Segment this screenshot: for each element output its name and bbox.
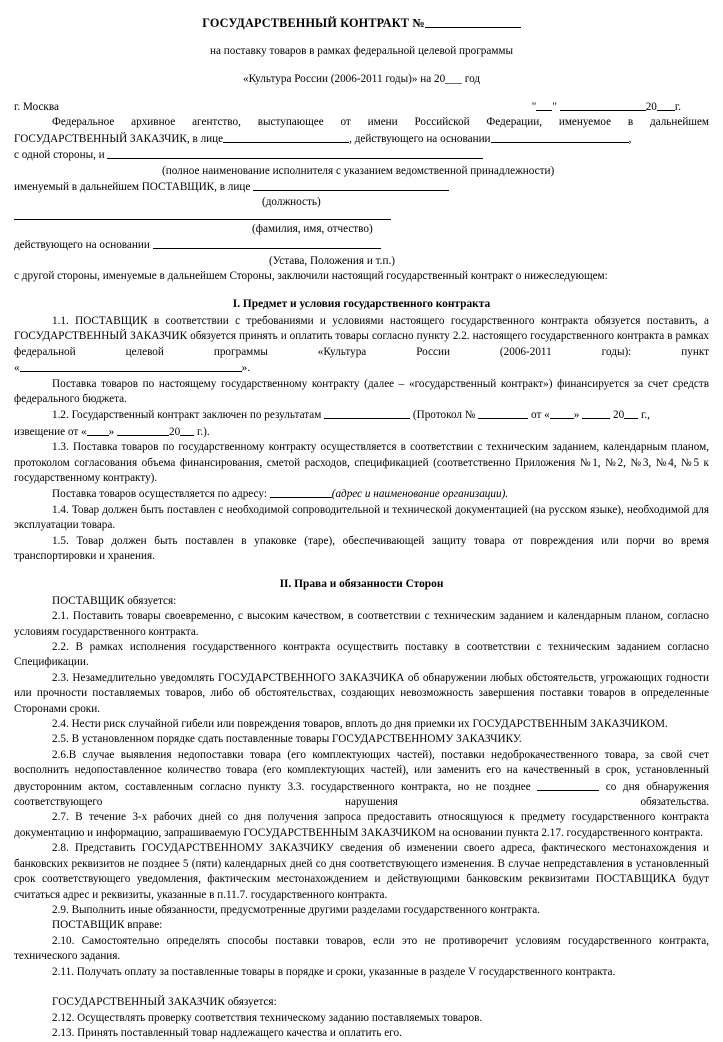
clause-1-2-protocol: (Протокол № (412, 409, 476, 422)
preamble-line-4 (14, 179, 709, 195)
preamble-basis-label: действующего на основании (14, 239, 150, 252)
preamble-customer-label: ГОСУДАРСТВЕННЫЙ ЗАКАЗЧИК, в лице (14, 132, 224, 145)
supplier-representative-blank[interactable] (253, 179, 449, 191)
clause-1-3-text: 1.3. Поставка товаров по государственному контракту осуществляется в соответствии с техническим заданием, календарным планом, протоколом согласования объема финансирования, сметой расходов, спецификацией (соответственно Приложения №1, №2, №3, №4, №5 к государственному контракту). (14, 441, 709, 484)
replacement-term-blank[interactable] (537, 779, 599, 791)
clause-2-3-text: 2.3. Незамедлительно уведомлять ГОСУДАРСТВЕННОГО ЗАКАЗЧИКА об обнаружении любых обстоятельств, угрожающих годности или прочности поставляемых товаров, либо об обстоятельствах, создающих невозможность завершения поставки товаров в определенные Сторонами сроки. (14, 671, 709, 715)
page-title (14, 15, 709, 31)
preamble-line-2 (14, 131, 709, 147)
clause-2-6-text-a (14, 748, 709, 811)
document-program-line: «Культура России (2006-2011 годы)» на 20___ год (242, 73, 481, 85)
clause-2-10-text: 2.10. Самостоятельно определять способы поставки товаров, если это не противоречит условиям государственного контракта, технического задания. (14, 934, 709, 963)
preamble-comma: , (628, 132, 632, 145)
contract-title-text: ГОСУДАРСТВЕННЫЙ КОНТРАКТ № (202, 16, 425, 30)
city-label: г. Москва (14, 101, 59, 113)
city-date-row (14, 99, 709, 115)
clause-1-2-year: 20 (612, 409, 625, 422)
protocol-year-blank[interactable] (624, 407, 638, 419)
clause-2-1-text: 2.1. Поставить товары своевременно, с высоким качеством, в соответствии с техническим заданием и календарным планом, согласно условиям государственного контракта. (14, 610, 709, 638)
protocol-month-blank[interactable] (582, 407, 610, 419)
clause-1-4-text: 1.4. Товар должен быть поставлен с необходимой сопроводительной и технической документацией (на русском языке), необходимой для эксплуатации товара. (14, 503, 709, 532)
clause-2-6-body: 2.6.В случае выявления недопоставки товара (его комплектующих частей), поставки недоброкачественного товара, за свой счет восполнить недопоставленное количество товара (его комплектующих частей), или заменить его на качественный в срок, установленный двусторонним актом, составленным согласно пункту 3.3. государственного контракта, но не позднее (14, 748, 709, 793)
customer-basis-blank[interactable] (491, 131, 629, 143)
caption-charter: (Устава, Положения и т.п.) (269, 254, 395, 267)
clause-1-1-text: 1.1. ПОСТАВЩИК в соответствии с требованиями и условиями настоящего государственного контракта обязуется поставить, а ГОСУДАРСТВЕННЫЙ ЗАКАЗЧИК обязуется принять и оплатить товары согласно пункту 2.2. настоящего государственного контракта в рамках федеральной целевой программы «Культура России (2006-2011 годы): пункт (14, 314, 709, 358)
document-body (14, 15, 709, 1042)
spacer (14, 980, 709, 995)
caption-executor-name: (полное наименование исполнителя с указанием ведомственной принадлежности) (162, 164, 555, 177)
clause-1-2-from: от « (531, 409, 550, 422)
date-line: " " 20 г. (531, 101, 681, 113)
document-subtitle: на поставку товаров в рамках федеральной целевой программы (209, 45, 514, 57)
clause-1-2-notice-year: 20 (169, 425, 181, 438)
clause-1-1-funding-text: Поставка товаров по настоящему государственному контракту (далее – «государственный контракт») финансируется за счет средств федерального бюджета. (14, 377, 709, 405)
clause-1-2-notice-quote: » (108, 425, 115, 438)
clause-2-4-text: 2.4. Нести риск случайной гибели или повреждения товаров, вплоть до дня приемки их ГОСУДАРСТВЕННЫМ ЗАКАЗЧИКОМ. (52, 718, 668, 731)
delivery-address-blank[interactable] (270, 486, 332, 498)
clause-1-2-label: 1.2. Государственный контракт заключен по результатам (52, 409, 322, 422)
contract-number-blank[interactable] (425, 16, 521, 28)
clause-2-8-text: 2.8. Представить ГОСУДАРСТВЕННОМУ ЗАКАЗЧИКУ сведения об изменении своего адреса, фактического местонахождения и банковских реквизитов не позднее 5 (пяти) календарных дней со дня соответствующего изменения. В случае непредставления в установленный срок соответствующего уведомления, фактическим местонахождением и действующими банковским реквизитами ПОСТАВЩИКА будут считаться адрес и реквизиты, указанные в п.11.7. государственного контракта. (14, 842, 709, 901)
clause-2-2-text: 2.2. В рамках исполнения государственного контракта осуществить поставку в соответствии с техническим заданием согласно Спецификации. (14, 641, 709, 669)
protocol-day-blank[interactable] (550, 407, 574, 419)
supplier-basis-blank[interactable] (153, 237, 381, 249)
clause-1-3-address-label: Поставка товаров осуществляется по адресу: (52, 488, 267, 501)
clause-1-5-text: 1.5. Товар должен быть поставлен в упаковке (таре), обеспечивающей защиту товара от повреждения или порчи во время транспортировки и хранения. (14, 534, 709, 562)
clause-1-2-notice-end: г.). (197, 425, 210, 438)
section-heading-1: I. Предмет и условия государственного контракта (232, 298, 491, 311)
clause-1-1-blank-line (14, 360, 709, 376)
protocol-number-blank[interactable] (478, 407, 528, 419)
clause-1-2-notice-label: извещение от « (14, 425, 87, 438)
fullname-blank-rule[interactable] (14, 219, 391, 220)
clause-1-3-address-hint: (адрес и наименование организации). (331, 488, 509, 501)
preamble-acting-label: , действующего на основании (349, 132, 491, 145)
clause-2-12-text: 2.12. Осуществлять проверку соответствия техническому заданию поставляемых товаров. (52, 1011, 483, 1024)
clause-2-7-text: 2.7. В течение 3-х рабочих дней со дня получения запроса предоставить относящуюся к предмету государственного контракта документацию и информацию, запрашиваемую ГОСУДАРСТВЕННЫМ ЗАКАЗЧИКОМ на основании пункта 2.17. государственного контракта. (14, 811, 709, 839)
month-blank[interactable] (560, 99, 646, 111)
preamble-line-5 (14, 237, 709, 253)
day-blank[interactable] (536, 99, 552, 111)
preamble-supplier-label: именуемый в дальнейшем ПОСТАВЩИК, в лице (14, 181, 251, 194)
supplier-duties-lead: ПОСТАВЩИК обязуется: (52, 594, 177, 607)
clause-1-2-gsuffix: г., (640, 409, 650, 422)
preamble-line-3 (14, 147, 709, 163)
preamble-line-1: Федеральное архивное агентство, выступающее от имени Российской Федерации, именуемое в дальнейшем (52, 116, 709, 129)
clause-2-6-body-end: со дня обнаружения соответствующего нарушения обязательства. (14, 780, 710, 809)
program-item-blank[interactable] (20, 360, 242, 372)
year-blank[interactable] (657, 99, 675, 111)
clause-1-2-notice-line (14, 424, 709, 440)
caption-fullname: (фамилия, имя, отчество) (252, 222, 373, 235)
preamble-one-party-label: с одной стороны, и (14, 149, 105, 162)
clause-1-2 (14, 407, 709, 423)
customer-duties-lead: ГОСУДАРСТВЕННЫЙ ЗАКАЗЧИК обязуется: (52, 996, 277, 1009)
clause-2-5-text: 2.5. В установленном порядке сдать поставленные товары ГОСУДАРСТВЕННОМУ ЗАКАЗЧИКУ. (52, 733, 522, 746)
clause-2-11-text: 2.11. Получать оплату за поставленные товары в порядке и сроки, указанные в разделе V государственного контракта. (52, 965, 616, 978)
procedure-result-blank[interactable] (324, 407, 410, 419)
clause-1-2-quote: » (573, 409, 580, 422)
supplier-rights-lead: ПОСТАВЩИК вправе: (52, 919, 163, 932)
notice-day-blank[interactable] (87, 424, 109, 436)
preamble-line-6: с другой стороны, именуемые в дальнейшем Стороны, заключили настоящий государственный контракт о нижеследующем: (14, 270, 608, 283)
notice-month-blank[interactable] (117, 424, 169, 436)
customer-representative-blank[interactable] (223, 131, 349, 143)
clause-1-1-quote-close: ». (241, 362, 250, 375)
clause-2-9-text: 2.9. Выполнить иные обязанности, предусмотренные другими разделами государственного контракта. (52, 903, 540, 916)
caption-position: (должность) (262, 196, 321, 209)
notice-year-blank[interactable] (180, 424, 194, 436)
clause-1-3-address-line (14, 486, 709, 502)
executor-name-blank[interactable] (107, 147, 483, 159)
clause-2-13-text: 2.13. Принять поставленный товар надлежащего качества и оплатить его. (52, 1027, 402, 1040)
clause-1-1-quote-open: « (14, 362, 20, 375)
section-heading-2: II. Права и обязанности Сторон (279, 578, 444, 591)
